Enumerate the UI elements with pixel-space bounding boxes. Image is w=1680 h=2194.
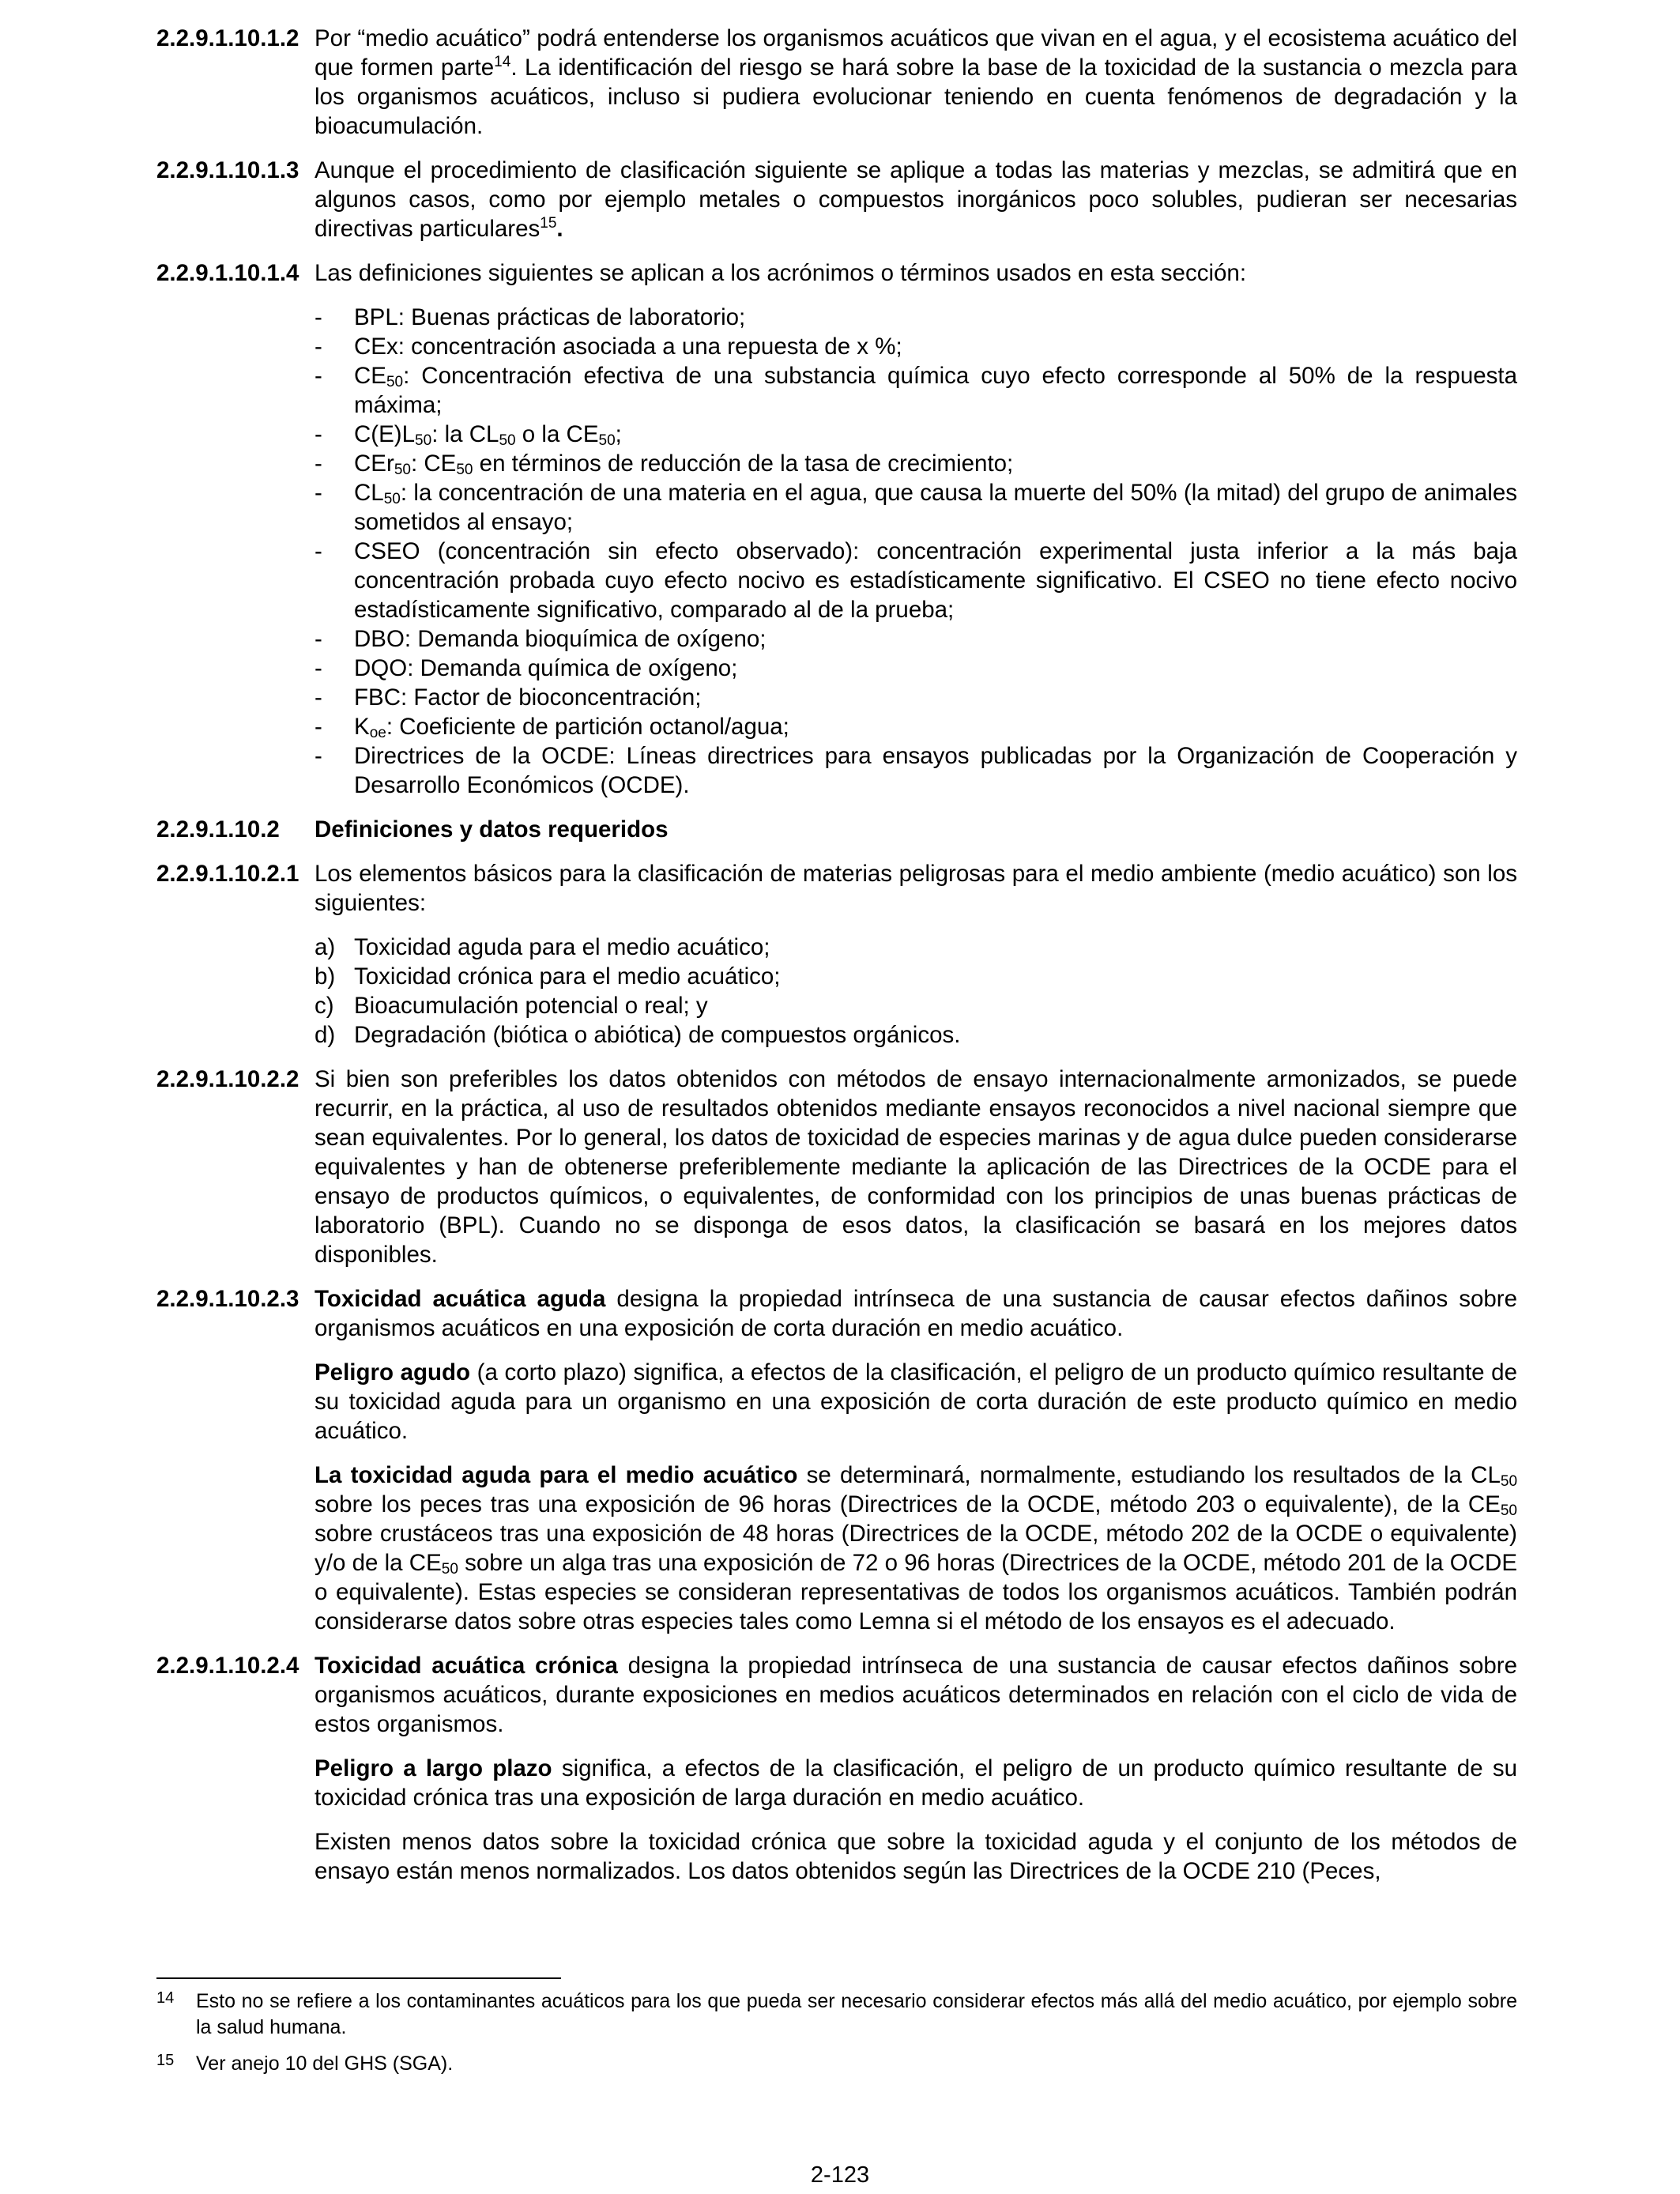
paragraph-text: Si bien son preferibles los datos obtenidos con métodos de ensayo internacionalmente armonizados, se puede recurrir, en la práctica, al uso de resultados obtenidos mediante ensayos reconocidos a nivel nacional siempre que sean equivalentes. Por lo general, los datos de toxicidad de especies marinas y de agua dulce pueden considerarse equivalentes y han de obtenerse preferiblemente mediante la aplicación de las Directrices de la OCDE para el ensayo de productos químicos, o equivalentes, de conformidad con los principios de unas buenas prácticas de laboratorio (BPL). Cuando no se disponga de esos datos, la clasificación se basará en los mejores datos disponibles. (315, 1066, 1517, 1268)
list-item: - DQO: Demanda química de oxígeno; (315, 655, 738, 681)
footnote-14 (156, 1989, 1517, 2041)
paragraph-number: 2.2.9.1.10.2.1 (156, 861, 299, 887)
footnote-ref-15[interactable]: 15 (540, 215, 557, 232)
paragraph-text: Aunque el procedimiento de clasificación siguiente se aplique a todas las materias y mezclas, se admitirá que en algunos casos, como por ejemplo metales o compuestos inorgánicos poco solubles, pudieran ser necesarias directivas particulares$^{15}$. (315, 157, 1517, 242)
footnotes (156, 1989, 1517, 2087)
footnote-text: Ver anejo 10 del GHS (SGA). (196, 2053, 454, 2075)
list-item: - $C(E)L_{50}$: la $CL_{50}$ o la $CE_{50}$; (315, 421, 622, 449)
paragraph-2-2-9-1-10-1-4 (156, 258, 1517, 288)
paragraph-number: 2.2.9.1.10.2.2 (156, 1066, 299, 1092)
list-item: - $K_{oe}$: Coeficiente de partición octanol/agua; (315, 714, 789, 741)
list-item: - BPL: Buenas prácticas de laboratorio; (315, 304, 746, 330)
footnote-text: Esto no se refiere a los contaminantes acuáticos para los que pueda ser necesario considerar efectos más allá del medio acuático, por ejemplo sobre la salud humana. (196, 1990, 1517, 2038)
section-title: Definiciones y datos requeridos (315, 816, 669, 843)
acute-danger-paragraph: Peligro agudo (a corto plazo) significa, a efectos de la clasificación, el peligro de un producto químico resultante de su toxicidad aguda para un organismo en una exposición de corta duración de este producto químico en medio acuático. (315, 1359, 1517, 1444)
paragraph-2-2-9-1-10-1-3 (156, 156, 1517, 243)
paragraph-2-2-9-1-10-2-2 (156, 1065, 1517, 1269)
list-item: b) Toxicidad crónica para el medio acuático; (315, 963, 781, 990)
list-item: - FBC: Factor de bioconcentración; (315, 684, 702, 711)
chronic-danger-paragraph: Peligro a largo plazo significa, a efectos de la clasificación, el peligro de un producto químico resultante de su toxicidad crónica tras una exposición de larga duración en medio acuático. (315, 1755, 1517, 1811)
paragraph-2-2-9-1-10-2-4 (156, 1651, 1517, 1739)
list-item: - Directrices de la OCDE: Líneas directrices para ensayos publicadas por la Organización de Cooperación y Desarrollo Económicos (OCDE). (315, 743, 1517, 798)
paragraph-number: 2.2.9.1.10.1.2 (156, 25, 299, 51)
list-item: - CEx: concentración asociada a una repuesta de x %; (315, 334, 902, 360)
section-heading (156, 815, 1517, 844)
list-item: - $CL_{50}$: la concentración de una materia en el agua, que causa la muerte del 50% (la mitad) del grupo de animales sometidos al ensayo; (315, 480, 1517, 535)
paragraph-number: 2.2.9.1.10.1.3 (156, 157, 299, 183)
footnote-mark: 14 (156, 1989, 175, 2007)
list-item: - DBO: Demanda bioquímica de oxígeno; (315, 626, 767, 652)
paragraph-number: 2.2.9.1.10.1.4 (156, 260, 299, 286)
list-item: d) Degradación (biótica o abiótica) de compuestos orgánicos. (315, 1022, 961, 1048)
definitions-list (315, 303, 1517, 800)
paragraph-text: Los elementos básicos para la clasificación de materias peligrosas para el medio ambiente (medio acuático) son los siguientes: (315, 861, 1517, 916)
paragraph-2-2-9-1-10-2-1 (156, 859, 1517, 918)
paragraph-number: 2.2.9.1.10.2.4 (156, 1653, 299, 1679)
list-item: c) Bioacumulación potencial o real; y (315, 993, 708, 1019)
basic-elements-list (315, 933, 1517, 1050)
document-page (156, 24, 1517, 1901)
footnote-divider (156, 1977, 561, 1979)
paragraph-text: Por “medio acuático” podrá entenderse los organismos acuáticos que vivan en el agua, y el ecosistema acuático del que formen parte$^{14}$. La identificación del riesgo se hará sobre la base de la toxicidad de la sustancia o mezcla para los organismos acuáticos, incluso si pudiera evolucionar teniendo en cuenta fenómenos de degradación y la bioacumulación. (315, 25, 1517, 139)
acute-toxicity-paragraph: La toxicidad aguda para el medio acuático se determinará, normalmente, estudiando los resultados de la $CL_{50}$ sobre los peces tras una exposición de 96 horas (Directrices de la OCDE, método 203 o equivalente), de la $CE_{50}$ sobre crustáceos tras una exposición de 48 horas (Directrices de la OCDE, método 202 de la OCDE o equivalente) y/o de la $CE_{50}$ sobre un alga tras una exposición de 72 o 96 horas (Directrices de la OCDE, método 201 de la OCDE o equivalente). Estas especies se consideran representativas de todos los organismos acuáticos. También podrán considerarse datos sobre otras especies tales como Lemna si el método de los ensayos es el adecuado. (315, 1462, 1518, 1634)
paragraph-2-2-9-1-10-1-2 (156, 24, 1517, 141)
list-item: - $CE_{50}$: Concentración efectiva de una substancia química cuyo efecto corresponde al 50% de la respuesta máxima; (315, 363, 1517, 418)
list-item: a) Toxicidad aguda para el medio acuático; (315, 934, 770, 960)
paragraph-number: 2.2.9.1.10.2.3 (156, 1286, 299, 1312)
paragraph-text: Las definiciones siguientes se aplican a los acrónimos o términos usados en esta sección: (315, 260, 1247, 286)
section-number: 2.2.9.1.10.2 (156, 816, 280, 843)
paragraph-text: Toxicidad acuática aguda designa la propiedad intrínseca de una sustancia de causar efectos dañinos sobre organismos acuáticos en una exposición de corta duración en medio acuático. (315, 1286, 1517, 1341)
footnote-15 (156, 2051, 1517, 2077)
list-item: - CEr$_{50}$: $CE_{50}$ en términos de reducción de la tasa de crecimiento; (315, 450, 1014, 478)
footnote-ref-14[interactable]: 14 (494, 54, 511, 70)
footnote-mark: 15 (156, 2052, 175, 2069)
list-item: - CSEO (concentración sin efecto observado): concentración experimental justa inferior a la más baja concentración probada cuyo efecto nocivo es estadísticamente significativo. El CSEO no tiene efecto nocivo estadísticamente significativo, comparado al de la prueba; (315, 538, 1517, 623)
chronic-data-paragraph: Existen menos datos sobre la toxicidad crónica que sobre la toxicidad aguda y el conjunto de los métodos de ensayo están menos normalizados. Los datos obtenidos según las Directrices de la OCDE 210 (Peces, (315, 1829, 1517, 1884)
page-number: 2-123 (810, 2162, 870, 2188)
paragraph-2-2-9-1-10-2-3 (156, 1284, 1517, 1343)
paragraph-text: Toxicidad acuática crónica designa la propiedad intrínseca de una sustancia de causar efectos dañinos sobre organismos acuáticos, durante exposiciones en medios acuáticos determinados en relación con el ciclo de vida de estos organismos. (315, 1653, 1517, 1737)
